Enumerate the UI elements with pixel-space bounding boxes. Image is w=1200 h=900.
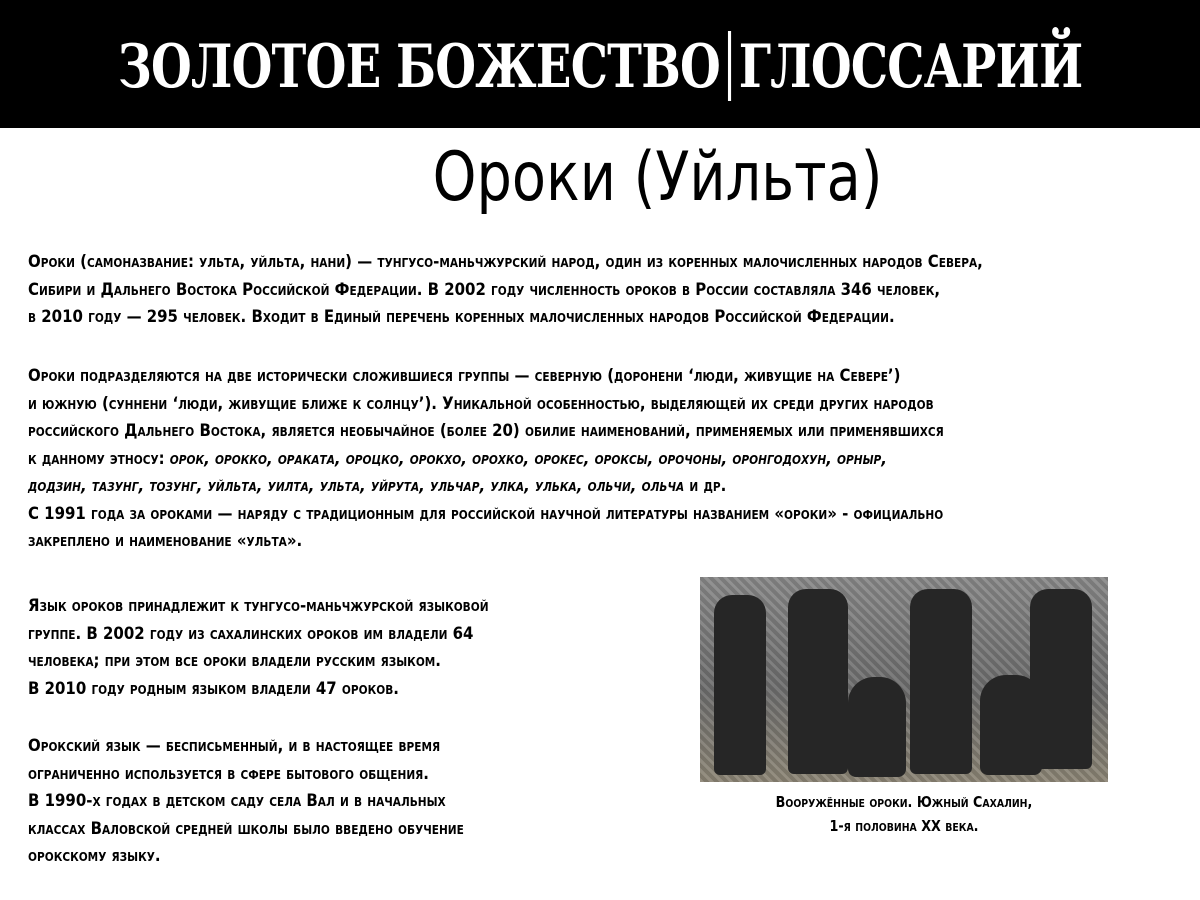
text-line: В 1990-х годах в детском саду села Вал и в начальных [28, 791, 446, 811]
header-section: ГЛОССАРИЙ [738, 31, 1083, 102]
text-line: С 1991 года за ороками — наряду с традиционным для российской научной литературы названием «ороки» - официально [28, 503, 944, 524]
text-line: группе. В 2002 году из сахалинских ороков им владели 64 [28, 623, 474, 644]
header-bar [0, 0, 1200, 128]
text-line: российского Дальнего Востока, является необычайное (более 20) обилие наименований, применяемых или применявшихся [28, 421, 944, 441]
text-line: и южную (суннени ‘люди, живущие ближе к солнцу’). Уникальной особенностью, выделяющей их среди других народов [28, 393, 934, 414]
photo-figure [788, 589, 848, 774]
ethnonym-list: орок, орокко, ораката, ороцко, орокхо, орохко, орокес, ороксы, орочоны, оронгодохун, орныр, [169, 448, 887, 469]
photo-figure [848, 677, 906, 777]
header-series: ЗОЛОТОЕ БОЖЕСТВО [117, 31, 720, 102]
paragraph-groups [28, 363, 944, 556]
paragraph-language [28, 593, 489, 703]
text-line: человека; при этом все ороки владели русским языком. [28, 651, 441, 671]
caption-line: 1-я половина XX века. [829, 817, 979, 835]
paragraph-writing [28, 733, 464, 871]
historical-photo [700, 577, 1108, 782]
photo-figure [714, 595, 766, 775]
text-line: орокскому языку. [28, 846, 161, 866]
text-line [28, 446, 944, 474]
header-divider [728, 31, 731, 101]
text-line: классах Валовской средней школы было введено обучение [28, 818, 464, 839]
page-title: Ороки (Уйльта) [432, 138, 883, 217]
caption-line: Вооружённые ороки. Южный Сахалин, [775, 793, 1033, 811]
paragraph-intro [28, 249, 983, 332]
ethnonym-list: додзин, тазунг, тозунг, уйльта, уилта, ульта, уйрута, ульчар, улка, улька, ольчи, ольча [28, 476, 685, 496]
text-line [28, 473, 944, 501]
names-intro: к данному этносу: [28, 448, 170, 469]
text-line: Сибири и Дальнего Востока Российской Федерации. В 2002 году численность ороков в России составляла 346 человек, [28, 279, 941, 300]
text-line: Ороки подразделяются на две исторически сложившиеся группы — северную (доронени ‘люди, живущие на Севере’) [28, 366, 901, 386]
names-tail: и др. [684, 476, 727, 496]
photo-caption [700, 790, 1108, 838]
header-title [118, 31, 1082, 102]
photo-figure [1030, 589, 1092, 769]
text-line: закреплено и наименование «ульта». [28, 531, 303, 551]
text-line: В 2010 году родным языком владели 47 ороков. [28, 678, 399, 699]
photo-figure [910, 589, 972, 774]
text-line: Ороки (самоназвание: ульта, уйльта, нани) — тунгусо-маньчжурский народ, один из коренных малочисленных народов Севера, [28, 252, 983, 272]
text-line: Орокский язык — бесписьменный, и в настоящее время [28, 736, 441, 756]
text-line: Язык ороков принадлежит к тунгусо-маньчжурской языковой [28, 596, 489, 616]
text-line: ограниченно используется в сфере бытового общения. [28, 763, 429, 784]
text-line: в 2010 году — 295 человек. Входит в Единый перечень коренных малочисленных народов Российской Федерации. [28, 307, 895, 327]
